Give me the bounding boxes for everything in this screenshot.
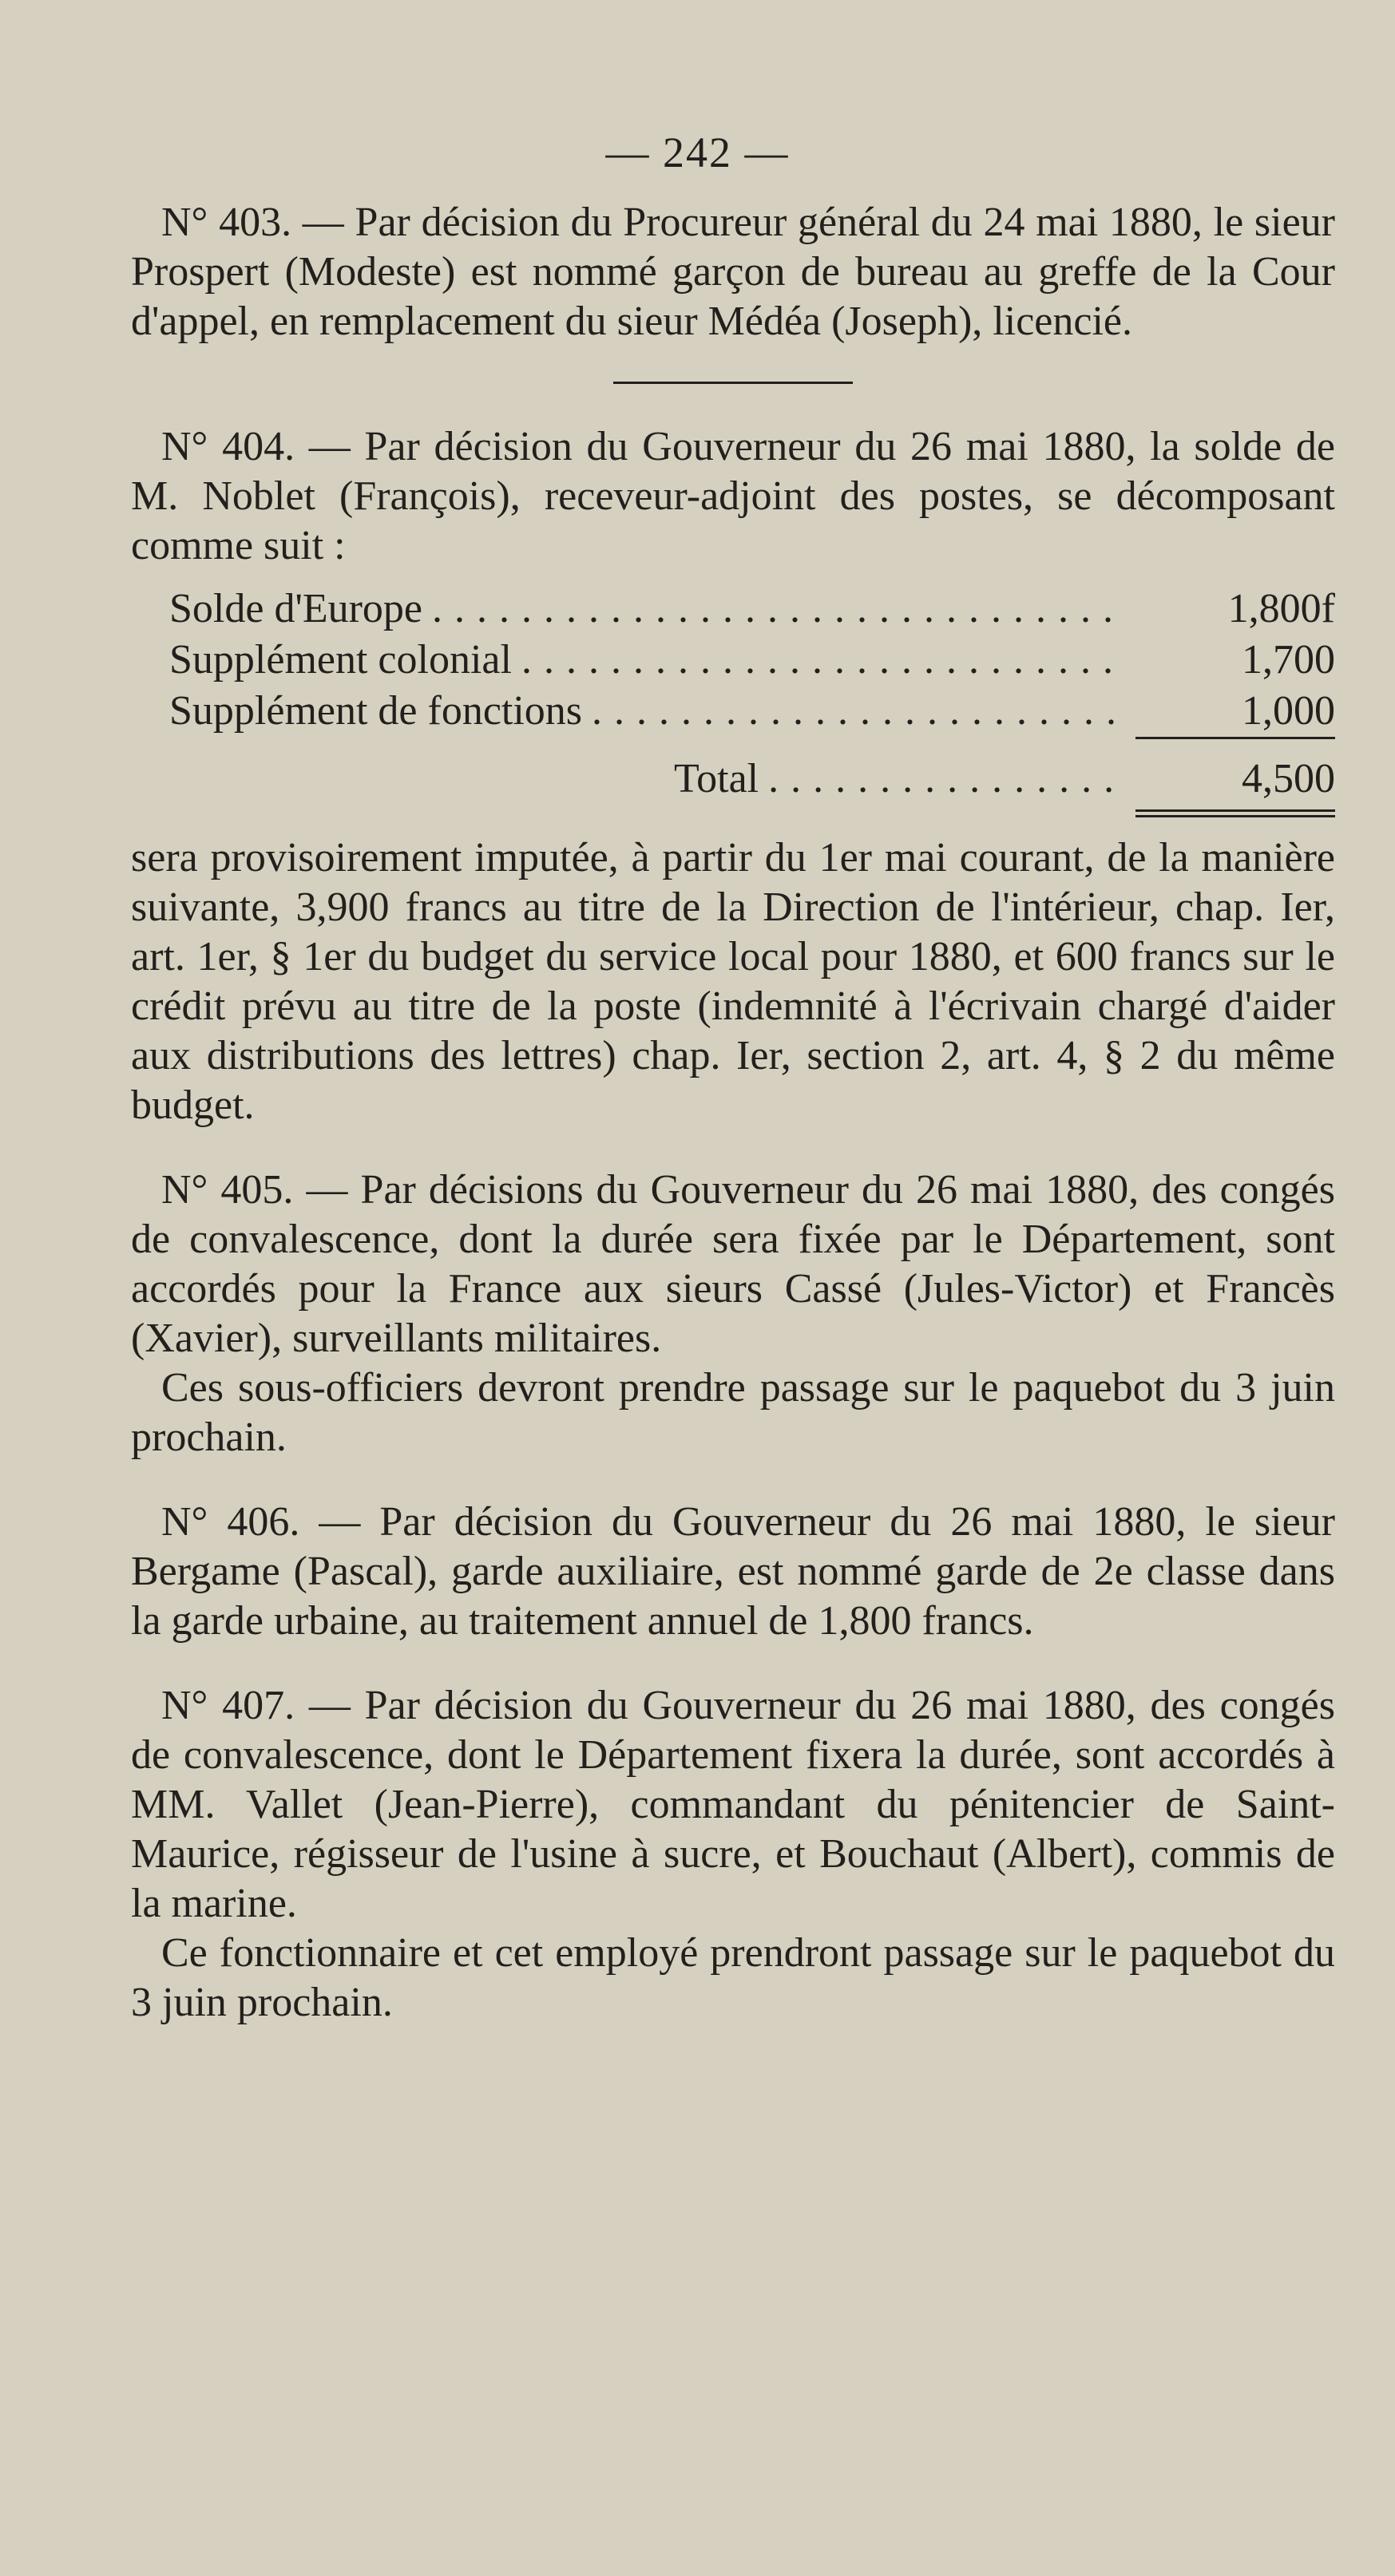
total-double-rule bbox=[1135, 809, 1335, 817]
dot-leader bbox=[432, 584, 1126, 635]
ledger-label: Supplément colonial bbox=[169, 637, 512, 683]
ledger-row bbox=[131, 686, 1335, 739]
ledger-row bbox=[131, 635, 1335, 686]
ledger-row bbox=[131, 584, 1335, 635]
salary-breakdown bbox=[131, 584, 1335, 817]
page-number: — 242 — bbox=[605, 129, 790, 176]
entry-407: N° 407. — Par décision du Gouverneur du 26 mai 1880, des congés de convalescence, dont le Département fixera la durée, sont accordés à MM. Vallet (Jean-Pierre), commandant du pénitencier de Saint-Maurice, régisseur de l'usine à sucre, et Bouchaut (Albert), commis de la marine. bbox=[131, 1683, 1335, 1926]
dot-leader bbox=[592, 686, 1126, 737]
entry-405: N° 405. — Par décisions du Gouverneur du 26 mai 1880, des congés de convalescence, dont la durée sera fixée par le Département, sont accordés pour la France aux sieurs Cassé (Jules-Victor) et Francès (Xavier), surveillants militaires. bbox=[131, 1167, 1335, 1361]
entry-403: N° 403. — Par décision du Procureur général du 24 mai 1880, le sieur Prospert (Modeste) est nommé garçon de bureau au greffe de la Cour d'appel, en remplacement du sieur Médéa (Joseph), licencié. bbox=[131, 200, 1335, 344]
ledger-amount: 1,700 bbox=[1242, 637, 1335, 683]
entry-404-intro: N° 404. — Par décision du Gouverneur du 26 mai 1880, la solde de M. Noblet (François), receveur-adjoint des postes, se décomposant comme suit : bbox=[131, 424, 1335, 568]
spacer bbox=[131, 1646, 1335, 1681]
ledger-label: Supplément de fonctions bbox=[169, 688, 583, 734]
ledger-amount: 1,800f bbox=[1227, 586, 1335, 631]
entry-407-note: Ce fonctionnaire et cet employé prendront passage sur le paquebot du 3 juin prochain. bbox=[131, 1930, 1335, 2025]
spacer bbox=[131, 1130, 1335, 1165]
ledger-amount: 1,000 bbox=[1135, 686, 1335, 739]
ledger-total-row bbox=[131, 754, 1335, 805]
total-label: Total bbox=[674, 756, 759, 801]
entry-404-continuation: sera provisoirement imputée, à partir du 1er mai courant, de la manière suivante, 3,900 francs au titre de la Direction de l'intérieur, chap. Ier, art. 1er, § 1er du budget du service local pour 1880, et 600 francs sur le crédit prévu au titre de la poste (indemnité à l'écrivain chargé d'aider aux distributions des lettres) chap. Ier, section 2, art. 4, § 2 du même budget. bbox=[131, 835, 1335, 1128]
total-amount: 4,500 bbox=[1242, 756, 1335, 801]
entry-405-note: Ces sous-officiers devront prendre passage sur le paquebot du 3 juin prochain. bbox=[131, 1365, 1335, 1460]
page-content bbox=[131, 198, 1335, 2028]
section-divider bbox=[613, 382, 853, 384]
entry-406: N° 406. — Par décision du Gouverneur du 26 mai 1880, le sieur Bergame (Pascal), garde auxiliaire, est nommé garde de 2e classe dans la garde urbaine, au traitement annuel de 1,800 francs. bbox=[131, 1499, 1335, 1644]
ledger-label: Solde d'Europe bbox=[169, 586, 422, 631]
spacer bbox=[131, 1462, 1335, 1498]
dot-leader bbox=[768, 754, 1126, 805]
dot-leader bbox=[521, 635, 1126, 686]
